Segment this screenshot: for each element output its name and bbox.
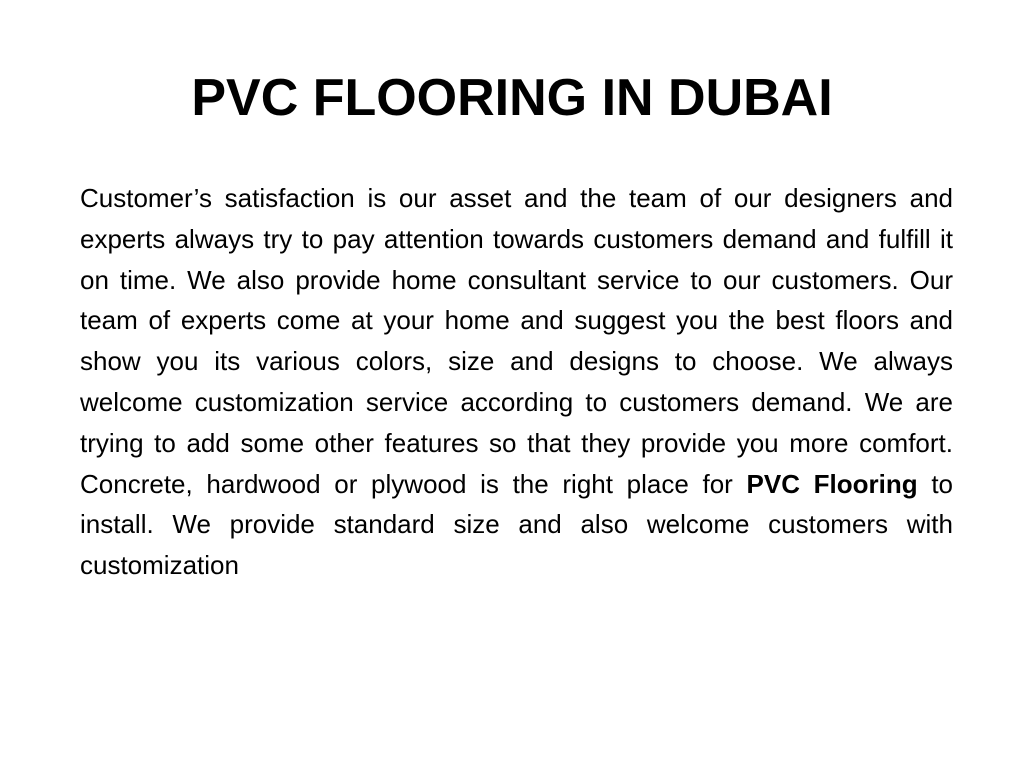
slide-title: PVC FLOORING IN DUBAI [191, 69, 833, 127]
body-text-keyword: PVC Flooring [746, 468, 918, 499]
slide-body-text [80, 178, 953, 586]
body-text-intro: Customer’s satisfaction is our asset and the team of our designers and experts always try to pay attention towards customers demand and fulfill it on time. We also provide home consultant service to our customers. Our team of experts come at your home and suggest you the best floors and show you its various colors, size and designs to choose. We always welcome customization service according to customers demand. We are trying to add some other features so that they provide you more comfort. Concrete, hardwood or plywood is the right place for [80, 183, 953, 499]
body-text-outro: to install. We provide standard size and also welcome customers with customization [80, 468, 953, 581]
